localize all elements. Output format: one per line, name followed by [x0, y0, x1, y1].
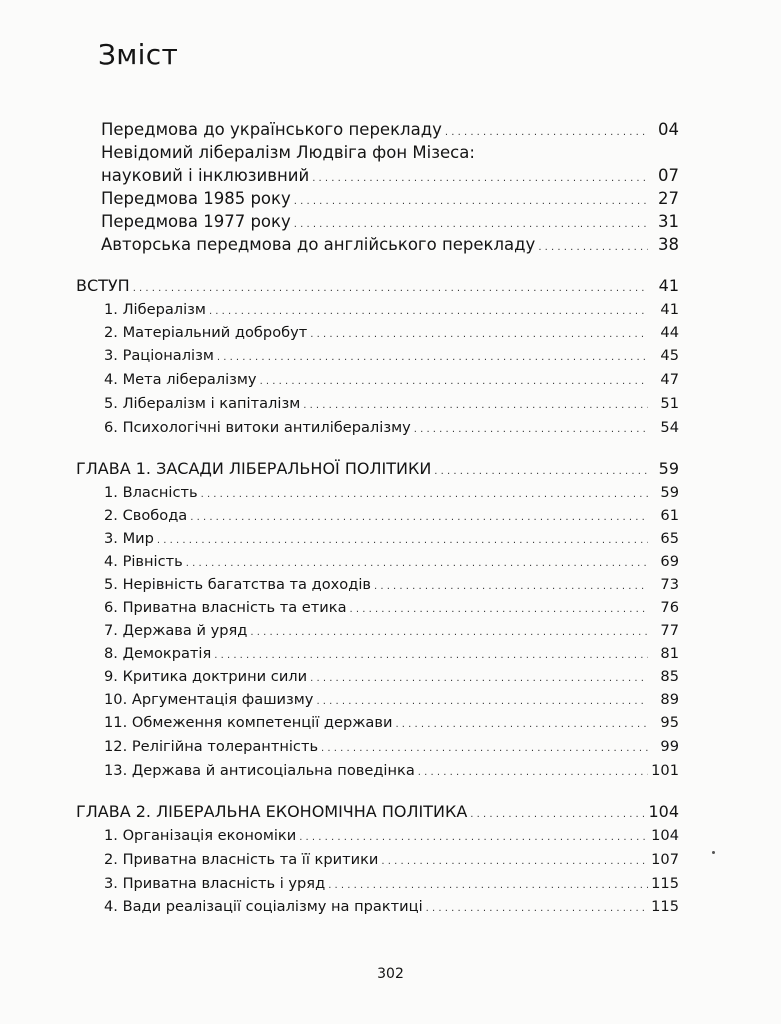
- toc-item-label: 7. Держава й уряд: [104, 622, 248, 639]
- dot-leader: [294, 219, 648, 230]
- toc-item-label: 12. Релігійна толерантність: [104, 738, 319, 755]
- toc-item-label: 6. Приватна власність та етика: [104, 599, 347, 616]
- toc-item-page: 51: [660, 395, 679, 412]
- toc-item-page: 107: [651, 851, 679, 868]
- dot-leader: [414, 424, 648, 435]
- toc-item[interactable]: [104, 599, 679, 616]
- toc-item-label: 3. Мир: [104, 530, 154, 547]
- toc-entry-page: 04: [658, 120, 679, 139]
- toc-item-label: 8. Демократія: [104, 645, 212, 662]
- toc-item-label: 6. Психологічні витоки антилібералізму: [104, 419, 411, 436]
- toc-item[interactable]: [104, 827, 679, 844]
- toc-item[interactable]: [104, 484, 679, 501]
- dot-leader: [209, 306, 648, 317]
- dot-leader: [157, 535, 648, 546]
- dot-leader: [445, 127, 648, 138]
- toc-item-page: 73: [660, 576, 679, 593]
- toc-item-label: 2. Приватна власність та її критики: [104, 851, 379, 868]
- toc-section-label: ВСТУП: [76, 276, 130, 295]
- dot-leader: [214, 650, 648, 661]
- toc-item[interactable]: [104, 762, 679, 779]
- toc-entry-label: Авторська передмова до англійського перекладу: [101, 235, 536, 254]
- toc-entry-preface-1985[interactable]: [101, 189, 679, 208]
- toc-item[interactable]: [104, 875, 679, 892]
- toc-entry-label-line1: Невідомий лібералізм Людвіга фон Мізеса:: [101, 143, 475, 162]
- toc-item-page: 77: [660, 622, 679, 639]
- toc-section-label: ГЛАВА 1. ЗАСАДИ ЛІБЕРАЛЬНОЇ ПОЛІТИКИ: [76, 459, 432, 478]
- dot-leader: [381, 856, 648, 867]
- toc-item-label: 10. Аргументація фашизму: [104, 691, 314, 708]
- toc-item-label: 11. Обмеження компетенції держави: [104, 714, 393, 731]
- toc-item-page: 41: [660, 301, 679, 318]
- toc-item-page: 81: [660, 645, 679, 662]
- toc-item-page: 54: [660, 419, 679, 436]
- toc-item-page: 101: [651, 762, 679, 779]
- toc-item[interactable]: [104, 738, 679, 755]
- toc-item[interactable]: [104, 622, 679, 639]
- toc-item[interactable]: [104, 553, 679, 570]
- toc-item-page: 95: [660, 714, 679, 731]
- dot-leader: [310, 673, 648, 684]
- toc-item[interactable]: [104, 691, 679, 708]
- dot-leader: [426, 903, 648, 914]
- toc-entry-preface-1977[interactable]: [101, 212, 679, 231]
- dot-leader: [250, 627, 648, 638]
- dot-leader: [201, 489, 648, 500]
- toc-item-label: 3. Раціоналізм: [104, 347, 214, 364]
- toc-item[interactable]: [104, 645, 679, 662]
- dot-leader: [538, 242, 648, 253]
- toc-item[interactable]: [104, 668, 679, 685]
- toc-item-page: 89: [660, 691, 679, 708]
- dot-leader: [434, 466, 648, 477]
- toc-item-page: 85: [660, 668, 679, 685]
- toc-item[interactable]: [104, 898, 679, 915]
- toc-item-page: 45: [660, 347, 679, 364]
- toc-item[interactable]: [104, 347, 679, 364]
- toc-section-chapter-1[interactable]: [76, 459, 679, 478]
- toc-section-page: 41: [658, 276, 679, 295]
- toc-item-label: 3. Приватна власність і уряд: [104, 875, 326, 892]
- toc-item-label: 5. Нерівність багатства та доходів: [104, 576, 371, 593]
- dot-leader: [260, 376, 648, 387]
- toc-entry-page: 31: [658, 212, 679, 231]
- toc-item-label: 9. Критика доктрини сили: [104, 668, 308, 685]
- toc-item[interactable]: [104, 576, 679, 593]
- toc-section-page: 104: [648, 802, 679, 821]
- toc-entry-preface-ukrainian[interactable]: [101, 120, 679, 139]
- toc-section-page: 59: [658, 459, 679, 478]
- toc-entry-label: Передмова 1977 року: [101, 212, 291, 231]
- dot-leader: [299, 832, 648, 843]
- toc-section-label: ГЛАВА 2. ЛІБЕРАЛЬНА ЕКОНОМІЧНА ПОЛІТИКА: [76, 802, 468, 821]
- dot-leader: [186, 558, 648, 569]
- toc-section-intro[interactable]: [76, 276, 679, 295]
- dot-leader: [190, 512, 648, 523]
- toc-section-chapter-2[interactable]: [76, 802, 679, 821]
- dot-leader: [321, 743, 648, 754]
- toc-item-page: 65: [660, 530, 679, 547]
- toc-item-page: 61: [660, 507, 679, 524]
- toc-entry-unknown-liberalism[interactable]: [101, 166, 679, 185]
- toc-entry-author-preface[interactable]: [101, 235, 679, 254]
- dot-leader: [303, 400, 648, 411]
- dot-leader: [350, 604, 648, 615]
- toc-item[interactable]: [104, 530, 679, 547]
- toc-item[interactable]: [104, 507, 679, 524]
- toc-item-label: 4. Рівність: [104, 553, 183, 570]
- toc-item-page: 104: [651, 827, 679, 844]
- page-title: Зміст: [98, 38, 179, 71]
- toc-item-page: 44: [660, 324, 679, 341]
- toc-entry-page: 27: [658, 189, 679, 208]
- toc-item-page: 69: [660, 553, 679, 570]
- toc-item-label: 1. Лібералізм: [104, 301, 206, 318]
- toc-item[interactable]: [104, 851, 679, 868]
- toc-item[interactable]: [104, 419, 679, 436]
- dot-leader: [312, 173, 648, 184]
- toc-item-page: 99: [660, 738, 679, 755]
- dot-leader: [133, 283, 648, 294]
- dot-leader: [395, 719, 648, 730]
- toc-item[interactable]: [104, 714, 679, 731]
- toc-item-label: 4. Мета лібералізму: [104, 371, 257, 388]
- toc-item-label: 5. Лібералізм і капіталізм: [104, 395, 301, 412]
- dot-leader: [374, 581, 648, 592]
- dot-leader: [418, 767, 648, 778]
- toc-item[interactable]: [104, 395, 679, 412]
- dot-leader: [310, 329, 648, 340]
- dot-leader: [316, 696, 648, 707]
- dot-leader: [470, 809, 645, 820]
- toc-entry-page: 38: [658, 235, 679, 254]
- toc-item-page: 115: [651, 898, 679, 915]
- toc-item[interactable]: [104, 301, 679, 318]
- toc-item-page: 47: [660, 371, 679, 388]
- dot-leader: [294, 196, 648, 207]
- toc-entry-page: 07: [658, 166, 679, 185]
- toc-item-label: 4. Вади реалізації соціалізму на практиці: [104, 898, 423, 915]
- toc-item-label: 1. Власність: [104, 484, 198, 501]
- toc-item-label: 2. Свобода: [104, 507, 188, 524]
- dot-leader: [328, 880, 648, 891]
- toc-item[interactable]: [104, 371, 679, 388]
- scan-speck: [712, 851, 715, 854]
- toc-item-page: 76: [660, 599, 679, 616]
- toc-item-page: 59: [660, 484, 679, 501]
- toc-entry-label: Передмова до українського перекладу: [101, 120, 442, 139]
- toc-item[interactable]: [104, 324, 679, 341]
- toc-entry-label: Передмова 1985 року: [101, 189, 291, 208]
- dot-leader: [217, 352, 648, 363]
- toc-item-page: 115: [651, 875, 679, 892]
- toc-entry-label: науковий і інклюзивний: [101, 166, 310, 185]
- toc-item-label: 1. Організація економіки: [104, 827, 297, 844]
- page-number: 302: [377, 966, 404, 982]
- toc-item-label: 13. Держава й антисоціальна поведінка: [104, 762, 415, 779]
- toc-item-label: 2. Матеріальний добробут: [104, 324, 308, 341]
